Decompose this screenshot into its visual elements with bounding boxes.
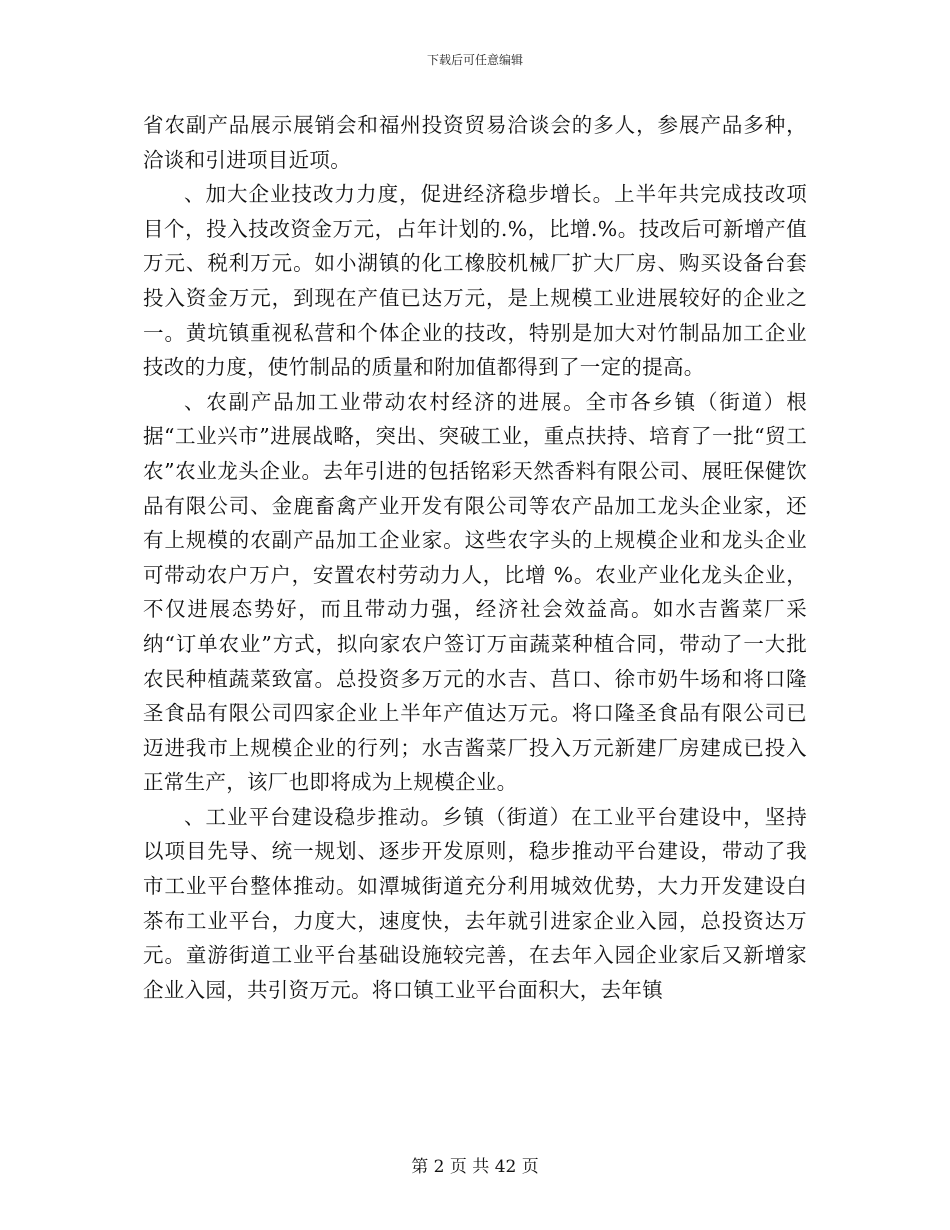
paragraph-1: 省农副产品展示展销会和福州投资贸易洽谈会的多人，参展产品多种，洽谈和引进项目近项。 [143,113,807,172]
paragraph-3: 、农副产品加工业带动农村经济的进展。全市各乡镇（街道）根据“工业兴市”进展战略，突出、突破工业，重点扶持、培育了一批“贸工农”农业龙头企业。去年引进的包括铭彩天然香料有限公司、展旺保健饮品有限公司、金鹿畜禽产业开发有限公司等农产品加工龙头企业家，还有上规模的农副产品加工企业家。这些农字头的上规模企业和龙头企业可带动农户万户，安置农村劳动力人，比增 %。农业产业化龙头企业，不仅进展态势好，而且带动力强，经济社会效益高。如水吉酱菜厂采纳“订单农业”方式，拟向家农户签订万亩蔬菜种植合同，带动了一大批农民种植蔬菜致富。总投资多万元的水吉、莒口、徐市奶牛场和将口隆圣食品有限公司四家企业上半年产值达万元。将口隆圣食品有限公司已迈进我市上规模企业的行列；水吉酱菜厂投入万元新建厂房建成已投入正常生产，该厂也即将成为上规模企业。 [143,389,807,795]
paragraph-2: 、加大企业技改力力度，促进经济稳步增长。上半年共完成技改项目个，投入技改资金万元，占年计划的.%，比增.%。技改后可新增产值万元、税利万元。如小湖镇的化工橡胶机械厂扩大厂房、购买设备台套投入资金万元，到现在产值已达万元，是上规模工业进展较好的企业之一。黄坑镇重视私营和个体企业的技改，特别是加大对竹制品加工企业技改的力度，使竹制品的质量和附加值都得到了一定的提高。 [143,182,807,380]
document-body [143,108,807,1007]
page-number-footer: 第 2 页 共 42 页 [411,1157,539,1177]
paragraph-4: 、工业平台建设稳步推动。乡镇（街道）在工业平台建设中，坚持以项目先导、统一规划、逐步开发原则，稳步推动平台建设，带动了我市工业平台整体推动。如潭城街道充分利用城效优势，大力开发建设白茶布工业平台，力度大，速度快，去年就引进家企业入园，总投资达万元。童游街道工业平台基础设施较完善，在去年入园企业家后又新增家企业入园，共引资万元。将口镇工业平台面积大，去年镇 [143,804,807,1002]
header-note: 下载后可任意编辑 [426,53,523,67]
